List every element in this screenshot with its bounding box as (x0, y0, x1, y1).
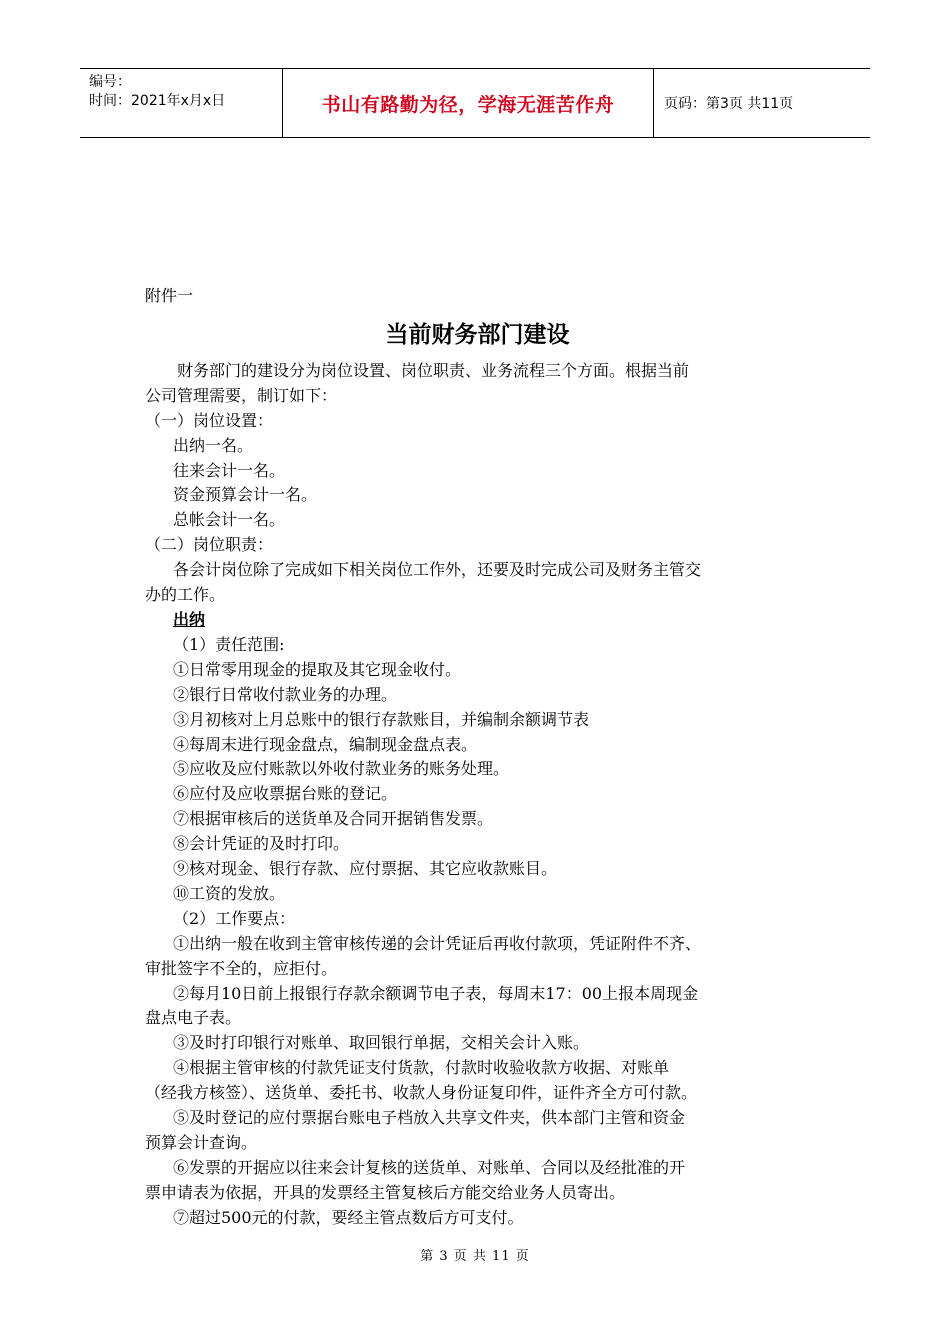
point-line: ②每月10日前上报银行存款余额调节电子表，每周末17：00上报本周现金 (173, 983, 699, 1003)
point-line: ④根据主管审核的付款凭证支付货款，付款时收验收款方收据、对账单 (173, 1058, 670, 1078)
scope-item: ①日常零用现金的提取及其它现金收付。 (173, 659, 462, 679)
position-item: 往来会计一名。 (173, 460, 286, 480)
point-line-continued: （经我方核签）、送货单、委托书、收款人身份证复印件，证件齐全方可付款。 (145, 1083, 698, 1103)
position-item: 出纳一名。 (173, 435, 254, 455)
footer-page-number: 第 3 页 共 11 页 (420, 1249, 530, 1264)
point-line-continued: 票申请表为依据，开具的发票经主管复核后方能交给业务人员寄出。 (145, 1182, 626, 1202)
header-meta (80, 69, 282, 137)
duty-intro-line-1: 各会计岗位除了完成如下相关岗位工作外，还要及时完成公司及财务主管交 (173, 560, 702, 580)
point-line: ⑤及时登记的应付票据台账电子档放入共享文件夹，供本部门主管和资金 (173, 1108, 686, 1128)
point-line: ⑥发票的开据应以往来会计复核的送货单、对账单、合同以及经批准的开 (173, 1157, 686, 1177)
document-body (145, 284, 810, 1231)
header-page-info (654, 69, 870, 137)
header-motto-text: 书山有路勤为径，学海无涯苦作舟 (321, 93, 615, 116)
point-line-continued: 审批签字不全的，应拒付。 (145, 958, 338, 978)
document-title: 当前财务部门建设 (385, 321, 570, 348)
intro-line-1: 财务部门的建设分为岗位设置、岗位职责、业务流程三个方面。根据当前 (177, 360, 690, 380)
scope-item: ⑥应付及应收票据台账的登记。 (173, 784, 398, 804)
scope-item: ⑦根据审核后的送货单及合同开据销售发票。 (173, 809, 494, 829)
intro-line-2: 公司管理需要，制订如下： (145, 385, 338, 405)
point-line-continued: 预算会计查询。 (145, 1133, 258, 1152)
duty-intro-line-2: 办的工作。 (145, 585, 226, 605)
header-date: 时间：2021年x月x日 (89, 93, 226, 109)
point-line: ③及时打印银行对账单、取回银行单据，交相关会计入账。 (173, 1033, 590, 1053)
point-line-continued: 盘点电子表。 (145, 1008, 242, 1028)
page-footer (0, 1245, 950, 1264)
scope-item: ③月初核对上月总账中的银行存款账目，并编制余额调节表 (173, 709, 590, 729)
position-item: 资金预算会计一名。 (173, 485, 318, 505)
position-item: 总帐会计一名。 (173, 510, 286, 530)
scope-item: ⑨核对现金、银行存款、应付票据、其它应收款账目。 (173, 859, 558, 879)
header-page-text: 页码：第3页 共11页 (664, 96, 794, 112)
cashier-heading: 出纳 (173, 609, 206, 629)
scope-heading: （1）责任范围: (173, 634, 285, 654)
points-heading: （2）工作要点： (173, 908, 296, 928)
header-motto (282, 69, 654, 137)
header-number: 编号： (89, 74, 131, 90)
section-heading-duties: （二）岗位职责： (145, 535, 274, 555)
attachment-label: 附件一 (145, 286, 194, 305)
page-header (80, 68, 870, 138)
scope-item: ⑩工资的发放。 (173, 883, 286, 903)
scope-item: ⑧会计凭证的及时打印。 (173, 834, 350, 854)
point-line: ⑦超过500元的付款，要经主管点数后方可支付。 (173, 1207, 524, 1227)
section-heading-positions: （一）岗位设置： (145, 410, 274, 430)
scope-item: ②银行日常收付款业务的办理。 (173, 684, 398, 704)
scope-item: ④每周末进行现金盘点，编制现金盘点表。 (173, 734, 478, 754)
scope-item: ⑤应收及应付账款以外收付款业务的账务处理。 (173, 759, 510, 779)
point-line: ①出纳一般在收到主管审核传递的会计凭证后再收付款项，凭证附件不齐、 (173, 933, 702, 953)
